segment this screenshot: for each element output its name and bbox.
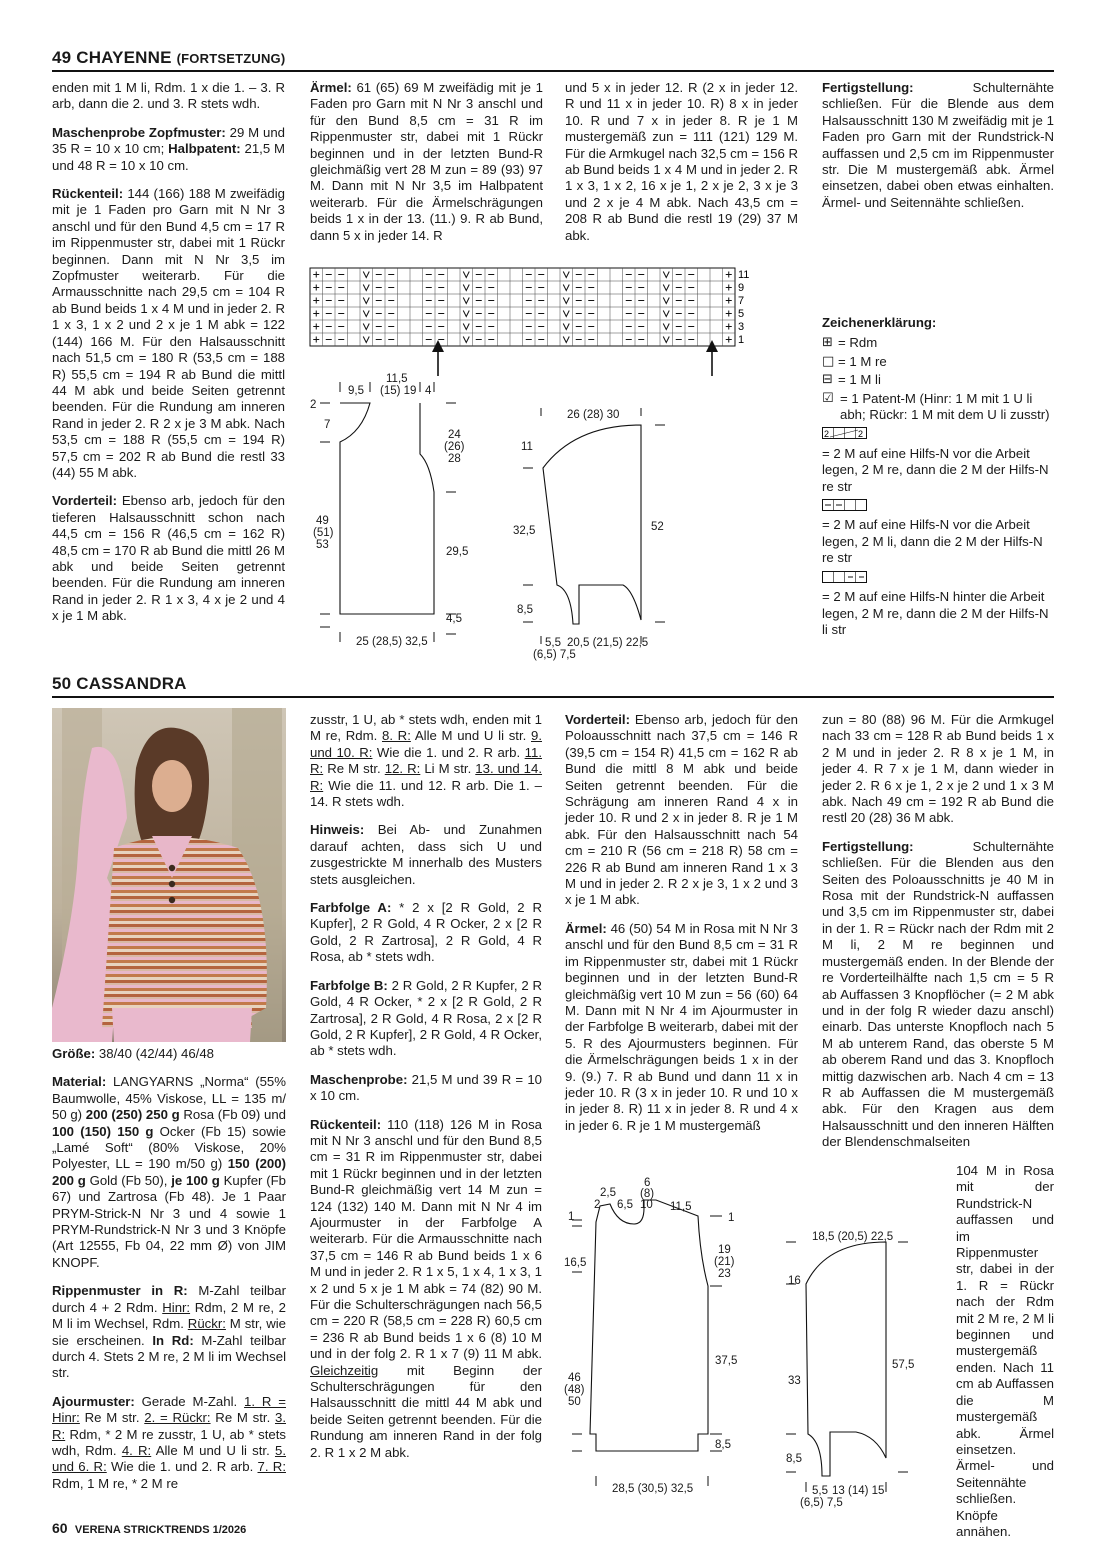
dim-label: 50 [568, 1396, 581, 1408]
dim-label: (15) 19 [380, 385, 417, 397]
chart-symbol-patent [663, 324, 669, 330]
chart-symbol-patent [663, 337, 669, 343]
cable-symbol-2-icon [822, 499, 1054, 515]
dim-label: 8,5 [715, 1439, 731, 1451]
svg-text:2: 2 [858, 429, 864, 440]
chart-symbol-patent [563, 311, 569, 317]
s50-col2 [310, 712, 542, 1473]
legend-item-cable1: = 2 M auf eine Hilfs-N vor die Arbeit legen, 2 M re, dann die 2 M der Hilfs-N re str [822, 445, 1049, 494]
s49-maschenprobe: Maschenprobe Zopfmuster: 29 M und 35 R = 10 x 10 cm; Halbpatent: 21,5 M und 48 R = 10 x 10 cm. [52, 124, 285, 173]
s50-fertigstellung: Fertigstellung: Schulternähte schließen. Für die Blenden aus den Seiten des Poloausschnitts je 40 M in Rosa mit der Rundstrick-N auffassen und 3,5 cm im Rippenmuster str, dabei in der 1. R = Rückr nach der Rdm mit 2 M li, 2 M re beginnen und mustergemäß enden. In der Blende der re Vorderteilhälfte nach 1,5 cm = 5 R ab Auffassen 3 Knopflöcher (= 2 M abk und in der folg R wieder dazu anschl) einarb. Das unterste Knopfloch nach 5 M ab unterem Rand, das oberste 5 M ab oberem Rand und das 3. Knopfloch mittig dazwischen arb. Nach 4 cm = 13 R ab Auffassen die M mustergemäß abk. Für den Kragen aus dem Halsausschnitt und den inneren Hälften der Blendenschmalseiten [822, 838, 1054, 1150]
svg-text:2: 2 [824, 429, 830, 440]
chart-symbol-patent [663, 311, 669, 317]
section-50-title: 50 CASSANDRA [52, 674, 187, 693]
s50-aermel: Ärmel: 46 (50) 54 M in Rosa mit N Nr 3 anschl und für den Bund 8,5 cm = 31 R im Rippenmuster str, dabei mit 1 Rückr beginnen und in der letzten Bund-R gleichmäßig vert 10 M zun = 56 (60) 64 M. Dann mit N Nr 4 im Ajourmuster in der Farbfolge B weiterarb, dabei mit der 5. R des Ajourmusters beginnen. Für die Ärmelschrägungen beids 1 x in der 9. (9.) 7. R ab Bund und dann 11 x in jeder 10. R (3 x in jeder 10. R und 10 x in jeder 8. R) 11 x in jeder 8. R und 4 x in jeder 6. R je 1 M mustergemäß [565, 920, 798, 1133]
s49-col4 [822, 80, 1054, 223]
row-label: 1 [738, 334, 745, 346]
body-outline [590, 1200, 708, 1451]
chart-symbol-patent [563, 285, 569, 291]
dim-label: 6,5 [617, 1199, 633, 1211]
s49-fertigstellung: Fertigstellung: Schulternähte schließen. Für die Blende aus dem Halsausschnitt 130 M zweifädig mit je 1 Faden pro Garn mit der Rundstrick-N auffassen und 2,5 cm im Rippenmuster str. Die M mustergemäß abk. Ärmel einsetzen, dabei oben etwas einhalten. Ärmel- und Seitennähte schließen. [822, 80, 1054, 210]
dim-label: 16,5 [564, 1257, 587, 1269]
chart-symbol-rdm [726, 324, 732, 330]
dim-label: 4,5 [446, 613, 462, 625]
s49-col1 [52, 80, 285, 637]
row-label: 9 [738, 282, 745, 294]
chart-symbol-patent [563, 324, 569, 330]
chart-symbol-patent [463, 272, 469, 278]
chart-symbol-patent [463, 298, 469, 304]
dim-label: 1 [728, 1212, 735, 1224]
chart-symbol-rdm [726, 298, 732, 304]
s49-intro: enden mit 1 M li, Rdm. 1 x die 1. – 3. R arb, dann die 2. und 3. R stets wdh. [52, 80, 285, 112]
dim-label: 11,5 [386, 373, 408, 385]
dim-label: 20,5 (21,5) 22,5 [567, 637, 649, 649]
s50-rippenmuster: Rippenmuster in R: M-Zahl teilbar durch 4 + 2 Rdm. Hinr: Rdm, 2 M re, 2 M li im Wechsel, Rdm. Rückr: M str, wie sie erscheinen. In Rd: M-Zahl teilbar durch 4. Stets 2 M re, 2 M li im Wechsel str. [52, 1283, 286, 1381]
chart-symbol-patent [363, 272, 369, 278]
sleeve-outline [543, 425, 641, 624]
legend-item-re: □ = 1 M re [822, 353, 887, 369]
dim-label: 29,5 [446, 546, 469, 558]
minus-square-icon: ⊟ [822, 372, 833, 388]
chart-grid [310, 268, 735, 346]
chart-symbol-rdm [726, 337, 732, 343]
dim-label: 28,5 (30,5) 32,5 [612, 1483, 694, 1495]
row-label: 5 [738, 308, 745, 320]
s49-vorderteil: Vorderteil: Ebenso arb, jedoch für den tieferen Halsausschnitt schon nach 44,5 cm = 156 R (46,5 cm = 162 R) 48,5 cm = 170 R ab Bund die mittl 26 M abk und beide Seiten getrennt beenden. Für die Rundung am inneren Rand in jeder 2. R 1 x 3, 4 x je 2 und 4 x je 1 M abk. [52, 493, 285, 624]
body-outline [340, 403, 434, 614]
chart-symbol-patent [363, 324, 369, 330]
chart-symbol-patent [363, 311, 369, 317]
dim-label: 52 [651, 521, 664, 533]
dim-label: 32,5 [513, 525, 536, 537]
chart-symbol-patent [563, 337, 569, 343]
dim-label: (48) [564, 1384, 585, 1396]
chart-symbol-rdm [313, 298, 319, 304]
dim-label: 8,5 [517, 604, 533, 616]
dim-label: 53 [316, 539, 329, 551]
dim-label: (51) [313, 527, 334, 539]
dim-label: (21) [714, 1256, 735, 1268]
chart-symbol-patent [563, 298, 569, 304]
dim-label: 28 [448, 453, 461, 465]
dim-label: 33 [788, 1375, 801, 1387]
dim-label: 1 [568, 1211, 575, 1223]
chart-symbol-rdm [313, 272, 319, 278]
dim-label: 24 [448, 429, 461, 441]
dim-label: 5,5 [545, 637, 561, 649]
legend [822, 315, 1054, 638]
section-49-subtitle: (FORTSETZUNG) [176, 51, 286, 66]
dim-label: 19 [718, 1244, 731, 1256]
dim-label: 13 (14) 15 [832, 1485, 885, 1497]
s49-sleeve-schematic [505, 400, 705, 665]
check-square-icon: ☑ [822, 390, 834, 406]
dim-label: 37,5 [715, 1355, 738, 1367]
dim-label: 4 [425, 385, 432, 397]
s50-col3 [565, 712, 798, 1146]
s50-fertigstellung-cont: 104 M in Rosa mit der Rundstrick-N auffassen und im Rippenmuster str, dabei in der 1. R = Rückr nach der Rdm mit 2 M re, 2 M li beginnen und mustergemäß enden. Nach 11 cm ab Auffassen die M mustergemäß abk. Ärmel einsetzen. Ärmel- und Seitennähte schließen. Knöpfe annähen. [956, 1163, 1054, 1539]
chart-symbol-patent [663, 298, 669, 304]
s49-aermel-cont: und 5 x in jeder 12. R (2 x in jeder 12. R und 11 x in jeder 10. R) 8 x in jeder 10. R und 7 x in jeder 8. R je 1 M mustergemäß zun = 111 (121) 129 M. Für die Armkugel nach 32,5 cm = 156 R ab Bund beids 1 x 4 M und in jeder 2. R 1 x 3, 1 x 2, 16 x je 1, 2 x je 2, 3 x je 3 und 2 x je 4 M abk. Nach 43,5 cm = 208 R ab Bund die restl 19 (29) 37 M abk. [565, 80, 798, 243]
dim-label: 11,5 [670, 1201, 692, 1213]
chart-symbol-patent [363, 337, 369, 343]
dim-label: 8,5 [786, 1453, 802, 1465]
chart-symbol-patent [663, 285, 669, 291]
dim-label: 49 [316, 515, 329, 527]
s50-farbfolge-b: Farbfolge B: 2 R Gold, 2 R Kupfer, 2 R Gold, 4 R Ocker, * 2 x [2 R Gold, 2 R Zartrosa], 2 R Gold, 4 R Rosa, 2 x [2 R Gold, 2 R Kupfer], 2 R Gold, 4 R Ocker, ab * stets wdh. [310, 977, 542, 1059]
row-label: 11 [738, 269, 750, 281]
s50-col1 [52, 1046, 286, 1504]
dim-label: 26 (28) 30 [567, 409, 620, 421]
footer [52, 1520, 246, 1538]
section-49-title: 49 CHAYENNE (FORTSETZUNG) [52, 48, 286, 67]
chart-symbol-rdm [726, 285, 732, 291]
chart-symbol-patent [463, 337, 469, 343]
row-label: 3 [738, 321, 745, 333]
chart-symbol-patent [363, 285, 369, 291]
chart-symbol-rdm [726, 311, 732, 317]
dim-label: 7 [324, 419, 331, 431]
chart-symbol-rdm [313, 324, 319, 330]
legend-title: Zeichenerklärung: [822, 315, 937, 330]
s50-material: Material: LANGYARNS „Norma“ (55% Baumwolle, 45% Viskose, LL = 135 m/ 50 g) 200 (250) 250 g Rosa (Fb 09) und 100 (150) 150 g Ocker (Fb 15) sowie „Lamé Soft“ (80% Viskose, 20% Polyester, LL = 190 m/50 g) 150 (200) 200 g Gold (Fb 50), je 100 g Kupfer (Fb 67) und Zartrosa (Fb 48). Je 1 Paar PRYM-Strick-N Nr 3 und 4 sowie 1 PRYM-Rundstrick-N Nr 3 und 3 Knöpfe (Art 12555, Fb 04, 22 mm Ø) von JIM KNOPF. [52, 1074, 286, 1270]
chart-symbol-patent [463, 324, 469, 330]
s50-col4 [822, 712, 1054, 1163]
s50-ajour-cont: zusstr, 1 U, ab * stets wdh, enden mit 1 M re, Rdm. 8. R: Alle M und U li str. 9. und 10. R: Wie die 1. und 2. R arb. 11. R: Re M str. 12. R: Li M str. 13. und 14. R: Wie die 11. und 12. R arb. Die 1. – 14. R stets wdh. [310, 712, 543, 810]
dim-label: 46 [568, 1372, 581, 1384]
chart-symbol-patent [563, 272, 569, 278]
dim-label: 16 [788, 1275, 801, 1287]
model-photo [52, 708, 286, 1042]
dim-label: 2,5 [600, 1187, 616, 1199]
s50-ajourmuster: Ajourmuster: Gerade M-Zahl. 1. R = Hinr: Re M str. 2. = Rückr: Re M str. 3. R: Rdm, * 2 M re zusstr, 1 U, ab * stets wdh, Rdm. 4. R: Alle M und U li str. 5. und 6. R: Wie die 1. und 2. R arb. 7. R: Rdm, 1 M re, * 2 M re [52, 1393, 286, 1491]
dim-label: (6,5) 7,5 [533, 649, 576, 661]
dim-label: 9,5 [348, 385, 364, 397]
cable-symbol-1-icon [822, 427, 1054, 443]
legend-item-cable2: = 2 M auf eine Hilfs-N vor die Arbeit legen, 2 M li, dann die 2 M der Hilfs-N re str [822, 517, 1043, 566]
dim-label: (6,5) 7,5 [800, 1497, 843, 1509]
s50-rueckenteil: Rückenteil: 110 (118) 126 M in Rosa mit N Nr 3 anschl und für den Bund 8,5 cm = 31 R im Rippenmuster str, dabei mit 1 Rückr beginnen und in der letzten Bund-R gleichmäßig vert 14 M zun = 124 (132) 140 M. Dann mit N Nr 4 im Ajourmuster in der Farbfolge A weiterarb. Für die Armausschnitte nach 37,5 cm = 146 R ab Bund beids 1 x 6 M und in jeder 2. R 1 x 5, 1 x 4, 1 x 3, 1 x 2 und 5 x je 1 M abk = 74 (82) 90 M. Für die Schulterschrägungen nach 56,5 cm = 220 R (58,5 cm = 228 R) 60,5 cm = 236 R ab Bund beids 1 x 6 (8) 10 M und in der folg 2. R 1 x 7 (9) 11 M abk. Gleichzeitig mit Beginn der Schulterschrägungen für den Halsausschnitt die mittl 44 M abk und beide Seiten getrennt beenden. Für die Rundung am inneren Rand in der folg 2. R 1 x 2 M abk. [310, 1116, 542, 1460]
section-49-rule [52, 70, 1054, 72]
dim-label: 6 [644, 1177, 651, 1189]
magazine-name: VERENA STRICKTRENDS 1/2026 [74, 1524, 247, 1536]
chart-symbol-patent [463, 285, 469, 291]
dim-label: 57,5 [892, 1359, 915, 1371]
dim-label: (26) [444, 441, 465, 453]
dim-label: (8) [640, 1188, 655, 1200]
dim-label: 23 [718, 1268, 731, 1280]
cable-symbol-3-icon [822, 571, 1054, 587]
arrow-right-icon [706, 340, 718, 376]
s50-sleeve-schematic [768, 1222, 948, 1512]
square-icon: □ [822, 353, 835, 369]
s49-body-schematic [300, 370, 510, 665]
chart-symbol-rdm [313, 285, 319, 291]
s50-farbfolge-a: Farbfolge A: * 2 x [2 R Gold, 2 R Kupfer], 2 R Gold, 4 R Ocker, 2 x [2 R Gold, 2 R Zartrosa], 2 R Gold, 4 R Rosa, ab * stets wdh. [310, 900, 542, 965]
chart-symbol-rdm [726, 272, 732, 278]
chart-symbol-patent [363, 298, 369, 304]
chart-symbol-patent [463, 311, 469, 317]
legend-item-cable3: = 2 M auf eine Hilfs-N hinter die Arbeit legen, 2 M re, dann die 2 M der Hilfs-N li str [822, 589, 1049, 637]
legend-item-rdm: ⊞ = Rdm [822, 335, 878, 351]
s50-maschenprobe: Maschenprobe: 21,5 M und 39 R = 10 x 10 cm. [310, 1071, 542, 1104]
model-photo-image [52, 708, 286, 1042]
dim-label: 2 [310, 399, 317, 411]
knitting-chart [308, 266, 758, 378]
s50-hinweis: Hinweis: Bei Ab- und Zunahmen darauf achten, dass sich U und zusgestrickte M innerhalb des Musters stets ausgleichen. [310, 822, 542, 887]
chart-symbol-rdm [313, 311, 319, 317]
s50-groesse: Größe: 38/40 (42/44) 46/48 [52, 1046, 215, 1061]
page-number: 60 [52, 1520, 68, 1536]
s50-vorderteil: Vorderteil: Ebenso arb, jedoch für den Poloausschnitt nach 37,5 cm = 146 R (39,5 cm = 154 R) 41,5 cm = 162 R ab Bund die mittl 8 M abk und beide Seiten getrennt beenden. Für die Schrägung am inneren Rand 4 x in jeder 10. R und 2 x in jeder 8. R je 1 M abk. Für den Halsausschnitt nach 54 cm = 210 R (56 cm = 218 R) 58 cm = 226 R ab Bund am inneren Rand 1 x 3 M und in jeder 2. R 2 x je 3, 1 x 2 und 3 x je 1 M abk. [565, 712, 798, 908]
sleeve-outline [806, 1242, 886, 1476]
chart-symbol-rdm [313, 337, 319, 343]
chart-row-labels [738, 269, 749, 346]
s50-body-schematic [560, 1176, 760, 1506]
dim-label: 5,5 [812, 1485, 828, 1497]
section-50-rule [52, 696, 1054, 698]
legend-item-patent: ☑ = 1 Patent-M (Hinr: 1 M mit 1 U li abh; Rückr: 1 M mit dem U li zusstr) [822, 390, 1050, 423]
s49-col2 [310, 80, 543, 256]
s49-col3 [565, 80, 798, 256]
s49-aermel: Ärmel: 61 (65) 69 M zweifädig mit je 1 Faden pro Garn mit N Nr 3 anschl und für den Bund 8,5 cm = 31 R im Rippenmuster str, dabei mit 1 Rückr beginnen und in der letzten Bund-R gleichmäßig vert 28 M zun = 89 (93) 97 M. Dann mit N Nr 3,5 im Halbpatent weiterarb. Für die Ärmelschrägungen beids 1 x in der 13. (11.) 9. R ab Bund, dann 5 x in jeder 14. R [310, 80, 543, 243]
dim-label: 25 (28,5) 32,5 [356, 636, 428, 648]
row-label: 7 [738, 295, 745, 307]
dim-label: 10 [640, 1199, 653, 1211]
rdm-icon: ⊞ [822, 335, 833, 351]
s50-aermel-cont: zun = 80 (88) 96 M. Für die Armkugel nach 33 cm = 128 R ab Bund beids 1 x 2 M und in jeder 2. R 8 x je 1 M, in jeder 4. R 7 x je 1 M, dann wieder in jeder 2. R 6 x je 1, 2 x je 2 und 1 x 3 M abk. Nach 49 cm = 192 R ab Bund die restl 20 (28) 36 M abk. [822, 712, 1054, 826]
s49-rueckenteil: Rückenteil: 144 (166) 188 M zweifädig mit je 1 Faden pro Garn mit N Nr 3 anschl und für den Bund 4,5 cm = 17 R im Rippenmuster str, dabei mit 1 Rückr beginnen. Dann mit N Nr 3,5 im Zopfmuster weiterarb. Für die Armausschnitte nach 29,5 cm = 104 R ab Bund beids 1 x 4 M und in jeder 2. R 1 x 3, 1 x 2 und 2 x je 1 M abk = 122 (144) 166 M. Für den Halsausschnitt nach 51,5 cm = 180 R (53,5 cm = 188 R) 55,5 cm = 194 R ab Bund die mittl 44 M abk und beide Seiten getrennt beenden. Für die Rundung am inneren Rand in jeder 2. R 2 x je 3 M abk. Nach 53,5 cm = 188 R (55,5 cm = 194 R) 57,5 cm = 202 R ab Bund die restl 33 (44) 55 M abk. [52, 186, 285, 480]
dim-label: 18,5 (20,5) 22,5 [812, 1231, 894, 1243]
chart-symbol-patent [663, 272, 669, 278]
legend-item-li: ⊟ = 1 M li [822, 372, 881, 388]
dim-label: 2 [594, 1199, 601, 1211]
dim-label: 11 [521, 441, 533, 453]
